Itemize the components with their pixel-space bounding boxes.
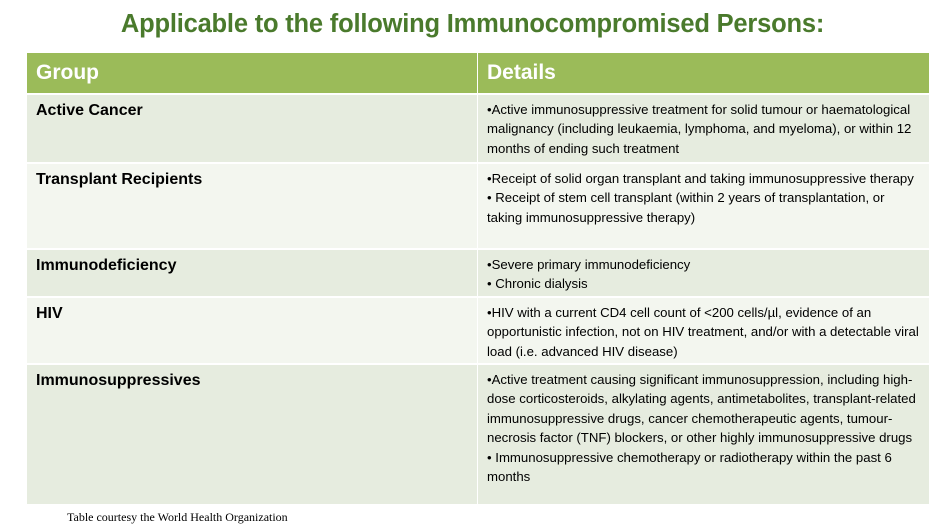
detail-item: •HIV with a current CD4 cell count of <200 cells/µl, evidence of an opportunistic infection, not on HIV treatment, and/or with a detectable viral load (i.e. advanced HIV disease) [487,305,919,359]
table-row [27,296,929,363]
details-cell [478,298,929,363]
group-cell: HIV [27,298,478,363]
details-cell [478,95,929,162]
column-header-details: Details [487,61,556,84]
page-title: Applicable to the following Immunocompromised Persons: [120,10,825,38]
table-row [27,162,929,248]
detail-item: •Receipt of solid organ transplant and taking immunosuppressive therapy [487,171,914,186]
detail-item: • Receipt of stem cell transplant (within 2 years of transplantation, or taking immunosuppressive therapy) [487,190,885,225]
column-header-group: Group [27,53,478,93]
details-cell [478,365,929,504]
footnote: Table courtesy the World Health Organization [67,510,288,524]
detail-item: •Active treatment causing significant immunosuppression, including high-dose corticosteroids, alkylating agents, antimetabolites, transplant-related immunosuppressive drugs, cancer chemotherapeutic agents, tumour-necrosis factor (TNF) blockers, or other highly immunosuppressive drugs [487,372,916,446]
table-row [27,248,929,296]
detail-item: • Chronic dialysis [487,276,588,292]
table-row [27,93,929,162]
group-cell: Transplant Recipients [27,164,478,248]
group-cell: Immunodeficiency [27,250,478,296]
immunocompromised-table [27,53,929,504]
details-cell [478,164,929,248]
group-cell: Active Cancer [27,95,478,162]
group-cell: Immunosuppressives [27,365,478,504]
detail-item: •Active immunosuppressive treatment for solid tumour or haematological malignancy (including leukaemia, lymphoma, and myeloma), or within 12 months of ending such treatment [487,102,912,156]
detail-item: • Immunosuppressive chemotherapy or radiotherapy within the past 6 months [487,449,892,485]
table-header [27,53,929,93]
table-row [27,363,929,504]
details-cell [478,250,929,296]
detail-item: •Severe primary immunodeficiency [487,257,691,272]
